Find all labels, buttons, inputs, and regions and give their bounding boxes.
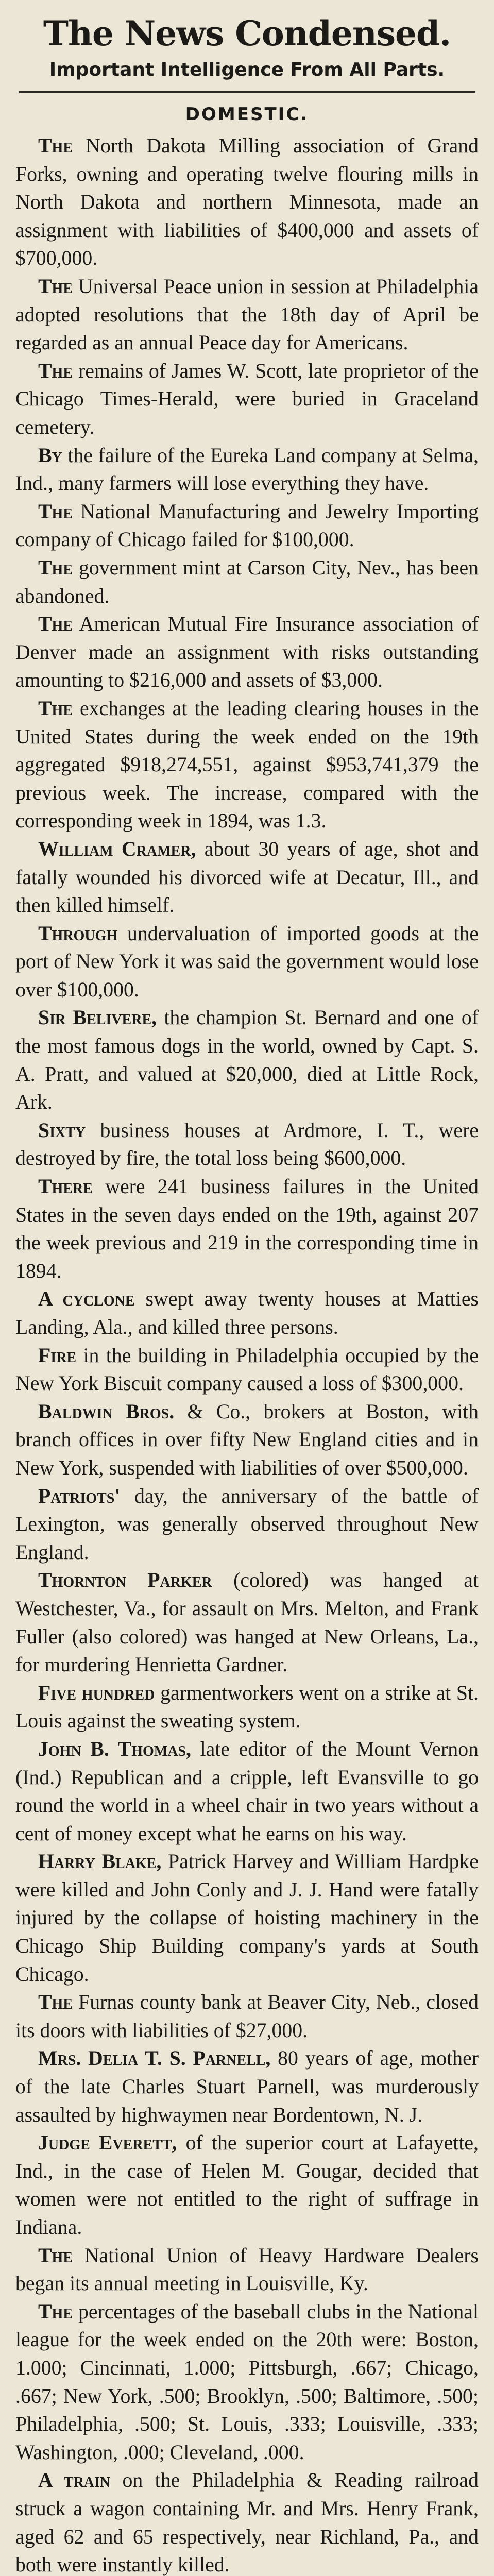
news-item-text: swept away twenty houses at Matties Landing, Ala., and killed three persons.: [15, 1287, 479, 1339]
news-item-lead: John B. Thomas,: [38, 1737, 191, 1760]
news-item-text: North Dakota Milling association of Grand Forks, owning and operating twelve flouring mills in North Dakota and northern Minnesota, made an assignment with liabilities of $400,000 and assets of $700,000.: [15, 134, 479, 270]
news-item-text: were 241 business failures in the United States in the seven days ended on the 19th, against 207 the week previous and 219 in the corresponding time in 1894.: [15, 1175, 479, 1282]
news-item: [15, 1679, 479, 1735]
masthead-title: The News Condensed.: [43, 13, 451, 54]
news-item-list: [15, 132, 479, 2576]
news-item-text: undervaluation of imported goods at the port of New York it was said the government would lose over $100,000.: [15, 922, 479, 1001]
news-item-text: government mint at Carson City, Nev., has been abandoned.: [15, 556, 479, 607]
news-item-text: 80 years of age, mother of the late Charles Stuart Parnell, was murderously assaulted by highwaymen near Bordentown, N. J.: [15, 2047, 479, 2126]
news-item-text: the failure of the Eureka Land company at Selma, Ind., many farmers will lose everything they have.: [15, 444, 479, 495]
news-item: [15, 2044, 479, 2129]
news-item-lead: Harry Blake,: [38, 1850, 162, 1873]
news-item-lead: Judge Everett,: [38, 2131, 177, 2155]
news-item-text: late editor of the Mount Vernon (Ind.) Republican and a cripple, left Evansville to go round the world in a wheel chair in two years without a cent of money except what he earns on his way.: [15, 1737, 479, 1845]
news-item-lead: Thornton Parker: [38, 1569, 212, 1592]
news-item-text: Furnas county bank at Beaver City, Neb., closed its doors with liabilities of $27,000.: [15, 1991, 479, 2042]
news-item-lead: Five hundred: [38, 1681, 155, 1704]
news-item: [15, 920, 479, 1004]
news-item-text: day, the anniversary of the battle of Lexington, was generally observed throughout New England.: [15, 1484, 479, 1564]
news-item: [15, 1116, 479, 1173]
news-item-lead: By: [38, 444, 62, 467]
news-item-lead: The: [38, 613, 73, 636]
news-item: [15, 1285, 479, 1341]
news-item-text: (colored) was hanged at Westchester, Va., for assault on Mrs. Melton, and Frank Fuller (also colored) was hanged at New Orleans, La., for murdering Henrietta Gardner.: [15, 1569, 479, 1676]
news-item: [15, 498, 479, 554]
news-item-lead: Fire: [38, 1344, 77, 1367]
news-item-lead: The: [38, 2244, 73, 2267]
news-item: [15, 2129, 479, 2241]
news-item-text: Patrick Harvey and William Hardpke were killed and John Conly and J. J. Hand were fatally injured by the collapse of hoisting machinery in the Chicago Ship Building company's yards at South Chicago.: [15, 1850, 479, 1986]
news-item-lead: Mrs. Delia T. S. Parnell,: [38, 2047, 271, 2070]
news-item: [15, 554, 479, 610]
news-item: [15, 694, 479, 835]
news-item: [15, 2242, 479, 2298]
news-item-lead: Sixty: [38, 1118, 86, 1142]
news-item-lead: Baldwin Bros.: [38, 1400, 175, 1423]
news-item-lead: Through: [38, 922, 118, 945]
news-item-text: & Co., brokers at Boston, with branch offices in over fifty New England cities and in New York, suspended with liabilities of over $500,000.: [15, 1400, 479, 1479]
news-item: [15, 132, 479, 273]
news-item: [15, 357, 479, 442]
news-item: [15, 1173, 479, 1285]
news-item: [15, 1848, 479, 1988]
news-item: [15, 1342, 479, 1398]
news-item-text: National Manufacturing and Jewelry Importing company of Chicago failed for $100,000.: [15, 500, 479, 551]
news-item-text: in the building in Philadelphia occupied by the New York Biscuit company caused a loss of $300,000.: [15, 1344, 479, 1395]
news-item: [15, 835, 479, 920]
news-item: [15, 1566, 479, 1679]
news-item-lead: The: [38, 556, 73, 579]
news-item-lead: The: [38, 500, 73, 523]
news-item-text: percentages of the baseball clubs in the National league for the week ended on the 20th were: Boston, 1.000; Cincinnati, 1.000; Pittsburgh, .667; Chicago, .667; New York, .500; Brooklyn, .500; Baltimore, .500; Philadelphia, .500; St. Louis, .333; Louisville, .333; Washington, .000; Cleveland, .000.: [15, 2300, 479, 2464]
news-item: [15, 610, 479, 694]
news-item: [15, 1398, 479, 1482]
masthead-divider: [19, 91, 475, 93]
news-item-text: American Mutual Fire Insurance association of Denver made an assignment with risks outstanding amounting to $216,000 and assets of $3,000.: [15, 613, 479, 692]
news-item-lead: The: [38, 1991, 73, 2014]
news-item-text: Universal Peace union in session at Philadelphia adopted resolutions that the 18th day of April be regarded as an annual Peace day for Americans.: [15, 275, 479, 354]
news-item-lead: The: [38, 697, 73, 720]
news-item-text: about 30 years of age, shot and fatally wounded his divorced wife at Decatur, Ill., and then killed himself.: [15, 837, 479, 917]
news-item-lead: There: [38, 1175, 93, 1198]
news-item-lead: Sir Belivere,: [38, 1006, 157, 1029]
news-item-text: remains of James W. Scott, late proprietor of the Chicago Times-Herald, were buried in Graceland cemetery.: [15, 359, 479, 439]
news-item-text: of the superior court at Lafayette, Ind., in the case of Helen M. Gougar, decided that women were not entitled to the right of suffrage in Indiana.: [15, 2131, 479, 2239]
news-item-lead: A cyclone: [38, 1287, 135, 1311]
news-item: [15, 442, 479, 498]
news-item: [15, 273, 479, 357]
news-item-lead: The: [38, 134, 73, 158]
news-item-text: exchanges at the leading clearing houses in the United States during the week ended on the 19th aggregated $918,274,551, against $953,741,379 the previous week. The increase, compared with the corresponding week in 1894, was 1.3.: [15, 697, 479, 833]
news-item-lead: Patriots': [38, 1484, 121, 1507]
masthead-subtitle: Important Intelligence From All Parts.: [49, 59, 445, 80]
news-item-text: garmentworkers went on a strike at St. Louis against the sweating system.: [15, 1681, 479, 1733]
news-item-lead: The: [38, 275, 73, 298]
news-item: [15, 1004, 479, 1116]
news-item: [15, 1735, 479, 1848]
news-item-lead: William Cramer,: [38, 837, 196, 860]
news-item: [15, 1482, 479, 1567]
news-item-text: business houses at Ardmore, I. T., were destroyed by fire, the total loss being $600,000.: [15, 1118, 479, 1170]
news-item: [15, 2466, 479, 2576]
news-item-text: the champion St. Bernard and one of the most famous dogs in the world, owned by Capt. S. A. Pratt, and valued at $20,000, died at Little Rock, Ark.: [15, 1006, 479, 1114]
news-item: [15, 2298, 479, 2467]
news-item-lead: The: [38, 2300, 73, 2323]
news-item-lead: A train: [38, 2469, 111, 2492]
news-item-text: National Union of Heavy Hardware Dealers began its annual meeting in Louisville, Ky.: [15, 2244, 479, 2295]
news-item-text: on the Philadelphia & Reading railroad struck a wagon containing Mr. and Mrs. Henry Frank, aged 62 and 65 respectively, near Richland, Pa., and both were instantly killed.: [15, 2469, 479, 2576]
news-item-lead: The: [38, 359, 73, 382]
section-heading-domestic: DOMESTIC.: [185, 104, 309, 125]
news-item: [15, 1988, 479, 2044]
